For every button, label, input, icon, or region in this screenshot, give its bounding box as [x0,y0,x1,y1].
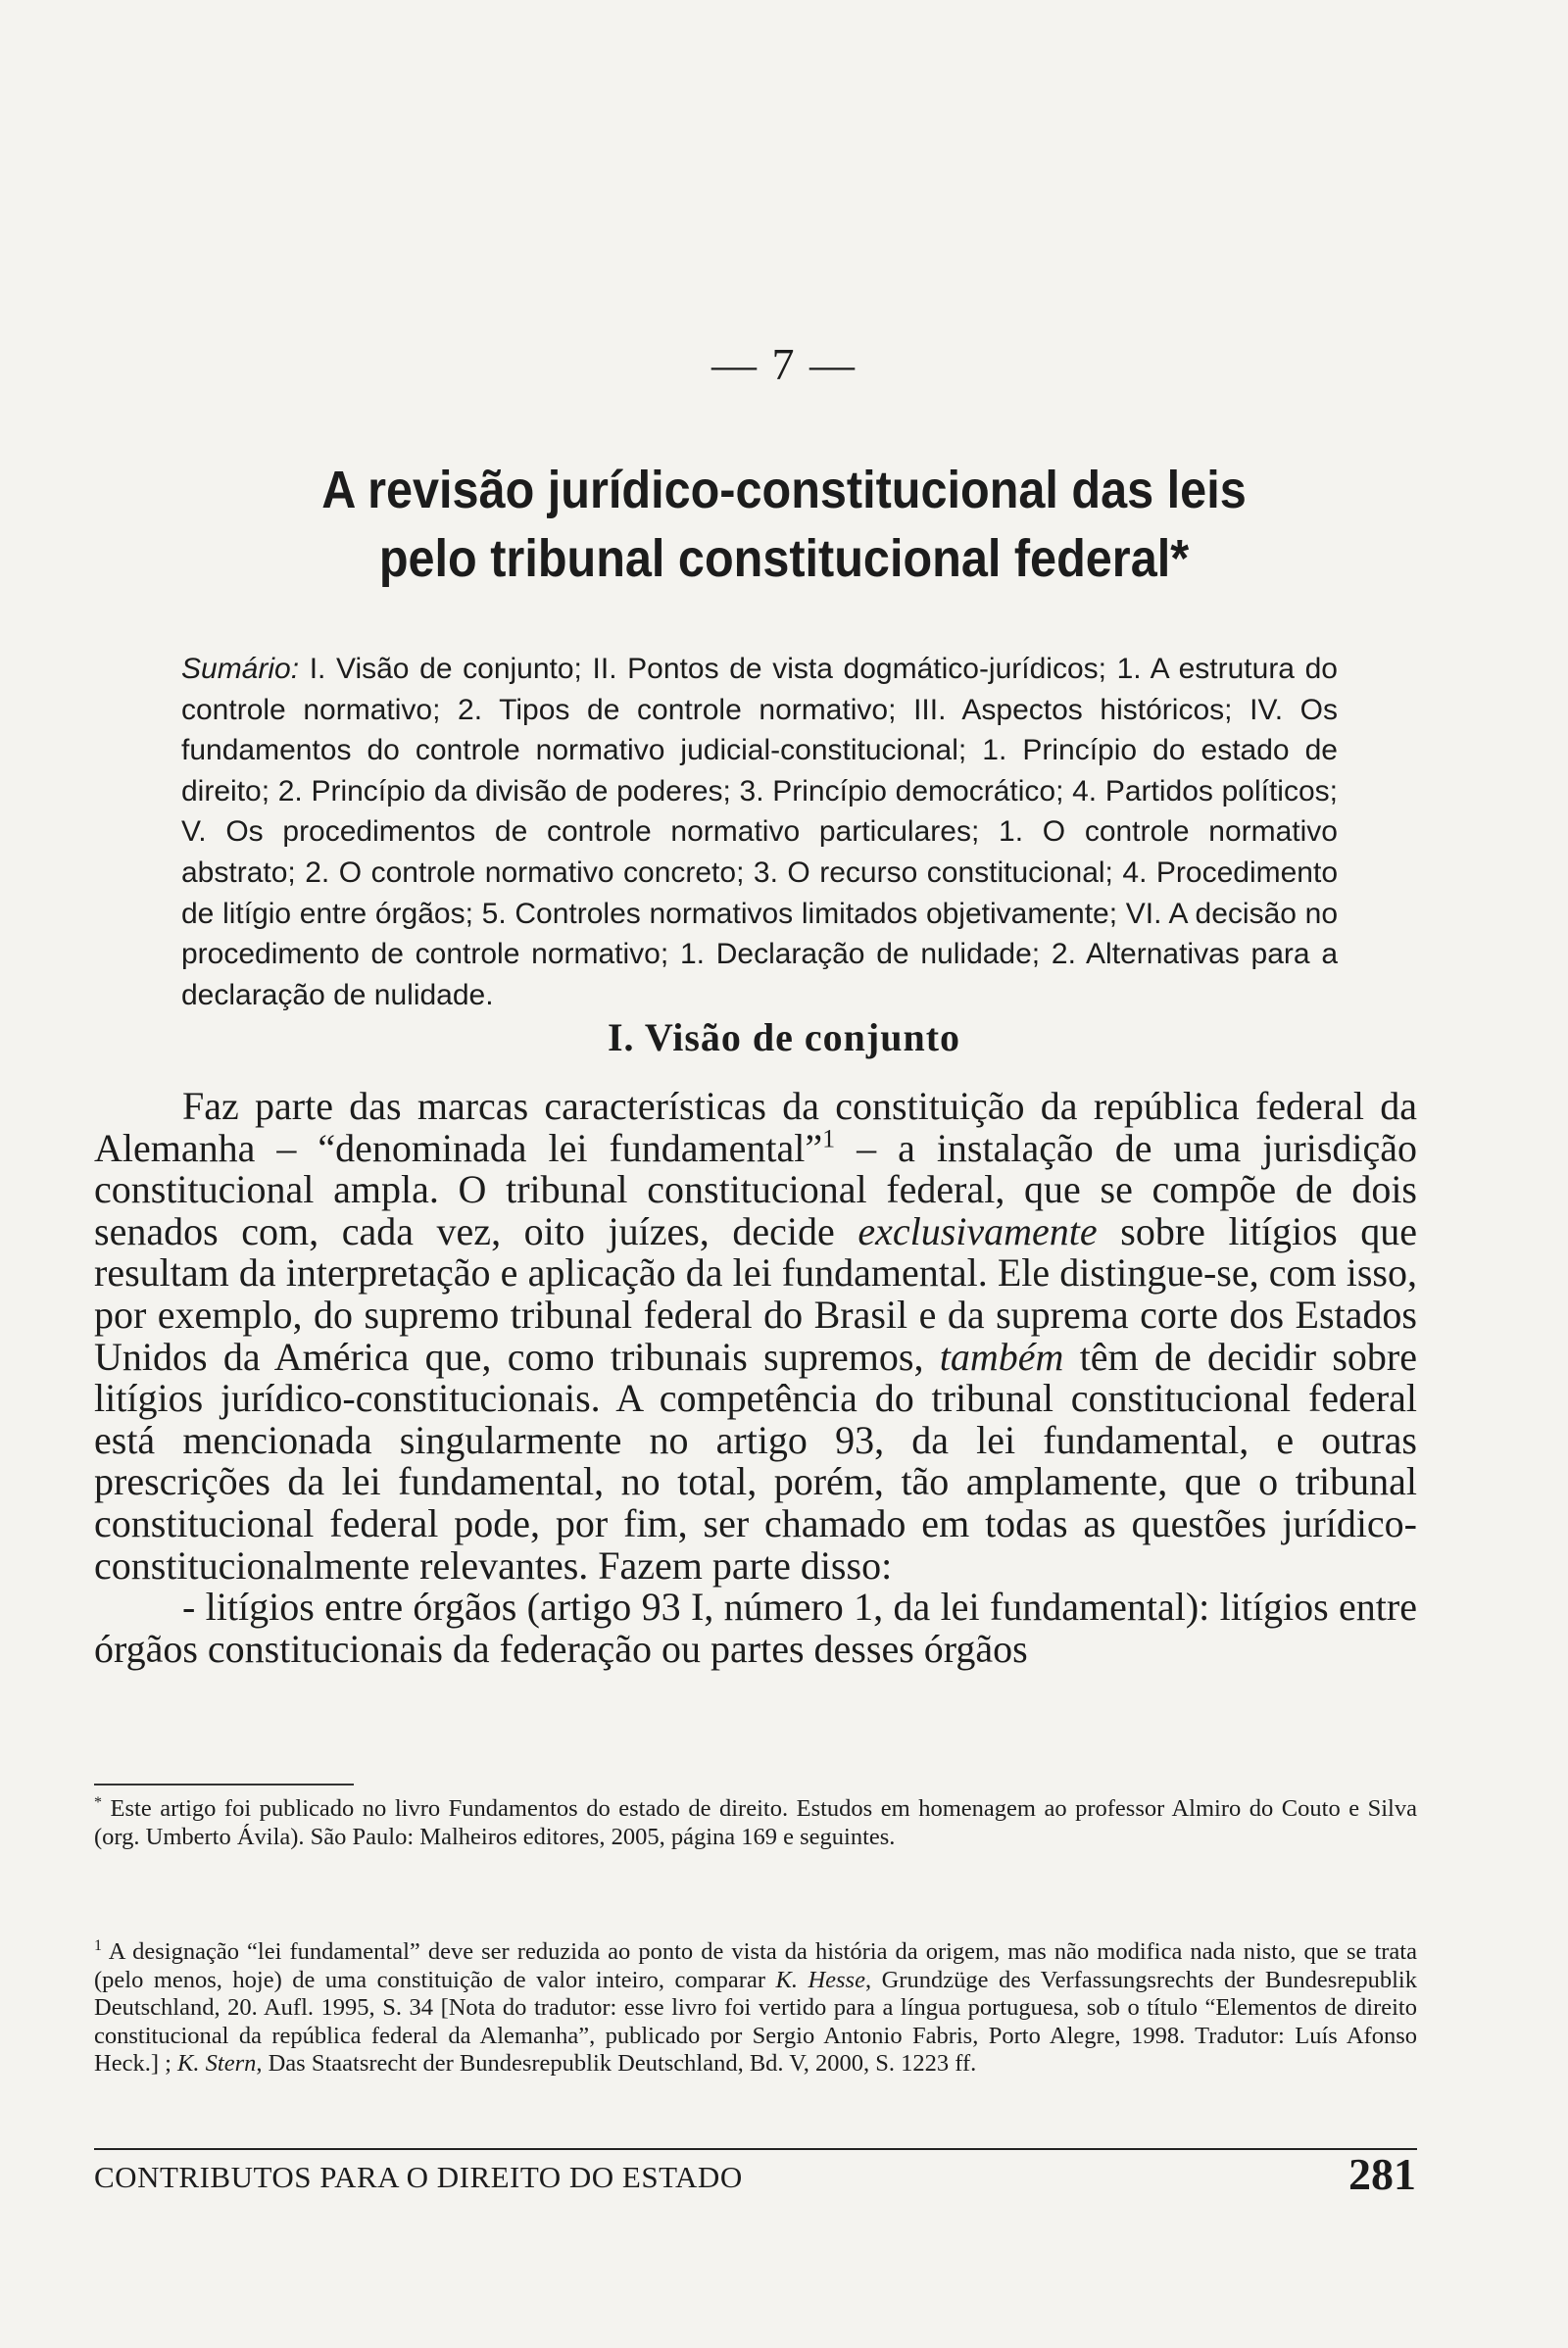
footnote-1-author-stern: K. Stern [177,2050,257,2077]
footnote-1-text-c: , Das Staatsrecht der Bundesrepublik Deutschland, Bd. V, 2000, S. 1223 ff. [256,2050,977,2077]
footnote-1-author-hesse: K. Hesse [775,1966,865,1993]
p1-text-c: sobre litígios que resultam da interpretação e aplicação da lei fundamental. Ele distingue-se, com isso, por exemplo, do supremo tribunal federal do Brasil e da suprema corte dos Estados Unidos da América que, como tribunais supremos, [94,1208,1418,1379]
title-line-1: A revisão jurídico-constitucional das leis [321,461,1247,519]
footer-separator [94,2148,1417,2150]
footnote-star-mark: * [94,1793,102,1811]
p1-text-b: – a instalação de uma jurisdição constitucional ampla. O tribunal constitucional federal, que se compõe de dois senados com, cada vez, oito juízes, decide [94,1125,1417,1253]
footnote-1 [94,1938,1417,2079]
p1-text-d: têm de decidir sobre litígios jurídico-constitucionais. A competência do tribunal constitucional federal está mencionada singularmente no artigo 93, da lei fundamental, e outras prescrições da lei fundamental, no total, porém, tão amplamente, que o tribunal constitucional federal pode, por fim, ser chamado em todas as questões jurídico-constitucionalmente relevantes. Fazem parte disso: [94,1334,1417,1588]
summary-text: I. Visão de conjunto; II. Pontos de vista dogmático-jurídicos; 1. A estrutura do controle normativo; 2. Tipos de controle normativo; III. Aspectos históricos; IV. Os fundamentos do controle normativo judicial-constitucional; 1. Princípio do estado de direito; 2. Princípio da divisão de poderes; 3. Princípio democrático; 4. Partidos políticos; V. Os procedimentos de controle normativo particulares; 1. O controle normativo abstrato; 2. O controle normativo concreto; 3. O recurso constitucional; 4. Procedimento de litígio entre órgãos; 5. Controles normativos limitados objetivamente; VI. A decisão no procedimento de controle normativo; 1. Declaração de nulidade; 2. Alternativas para a declaração de nulidade. [181,653,1338,1011]
footnote-1-mark: 1 [94,1936,102,1954]
body-text [94,1086,1417,1670]
paragraph-2: - litígios entre órgãos (artigo 93 I, número 1, da lei fundamental): litígios entre órgãos constitucionais da federação ou partes desses órgãos [94,1585,1417,1671]
title-line-2: pelo tribunal constitucional federal* [378,529,1190,588]
section-heading: I. Visão de conjunto [607,1015,961,1059]
page-number: 281 [1348,2149,1416,2199]
p1-emphasis-exclusively: exclusivamente [858,1208,1098,1253]
chapter-number: — 7 — [711,339,857,389]
paragraph-1 [94,1086,1417,1587]
summary-label: Sumário: [181,653,300,685]
footnote-1-text-b: , Grundzüge des Verfassungsrechts der Bundesrepublik Deutschland, 20. Aufl. 1995, S. 34 [Nota do tradutor: esse livro foi vertido para a língua portuguesa, sob o título “Elementos de direito constitucional da república federal da Alemanha”, publicado por Sergio Antonio Fabris, Porto Alegre, 1998. Tradutor: Luís Afonso Heck.] ; [94,1966,1417,2077]
p1-emphasis-also: também [939,1334,1064,1379]
footnote-star [94,1795,1417,1851]
summary-block [181,649,1338,1015]
footnote-ref-1: 1 [822,1124,836,1153]
p1-text-a: Faz parte das marcas características da constituição da república federal da Alemanha – “denominada lei fundamental” [94,1084,1417,1170]
footnote-1-text-a: A designação “lei fundamental” deve ser reduzida ao ponto de vista da história da origem, mas não modifica nada nisto, que se trata (pelo menos, hoje) de uma constituição de valor inteiro, comparar [94,1938,1417,1993]
article-title [220,456,1348,593]
footer-publication: CONTRIBUTOS PARA O DIREITO DO ESTADO [94,2160,743,2194]
footnote-separator [94,1784,354,1785]
footnote-star-text: Este artigo foi publicado no livro Fundamentos do estado de direito. Estudos em homenagem ao professor Almiro do Couto e Silva (org. Umberto Ávila). São Paulo: Malheiros editores, 2005, página 169 e seguintes. [94,1795,1417,1850]
